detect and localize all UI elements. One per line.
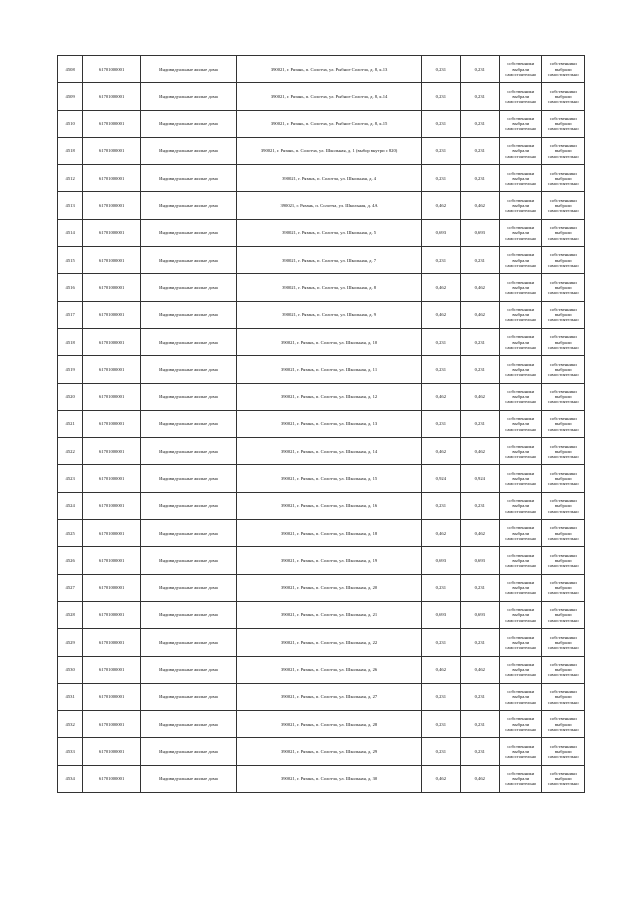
building-type-cell: Индивидуальные жилые дома [140, 356, 236, 383]
ownership-choice-cell: собственники выбрали самостоятельно [500, 574, 542, 601]
ownership-decision-cell: собственники выбрали самостоятельно [542, 410, 585, 437]
row-number-cell: 4517 [58, 301, 83, 328]
area-value-total-cell: 0,231 [460, 683, 499, 710]
address-cell: 390021, г. Рязань, п. Солотча, ул. Школьная, д. 28 [237, 711, 422, 738]
area-value-total-cell: 0,231 [460, 328, 499, 355]
ownership-choice-cell: собственники выбрали самостоятельно [500, 765, 542, 792]
building-type-cell: Индивидуальные жилые дома [140, 274, 236, 301]
oktmo-code-cell: 61701000001 [83, 383, 141, 410]
building-type-cell: Индивидуальные жилые дома [140, 629, 236, 656]
row-number-cell: 4532 [58, 711, 83, 738]
ownership-decision-cell: собственники выбрали самостоятельно [542, 629, 585, 656]
area-value-cell: 0,924 [422, 465, 460, 492]
oktmo-code-cell: 61701000001 [83, 356, 141, 383]
area-value-total-cell: 0,693 [460, 547, 499, 574]
ownership-decision-cell: собственники выбрали самостоятельно [542, 56, 585, 83]
building-type-cell: Индивидуальные жилые дома [140, 137, 236, 164]
area-value-cell: 0,462 [422, 301, 460, 328]
ownership-decision-cell: собственники выбрали самостоятельно [542, 192, 585, 219]
ownership-decision-cell: собственники выбрали самостоятельно [542, 328, 585, 355]
ownership-decision-cell: собственники выбрали самостоятельно [542, 137, 585, 164]
table-row [58, 110, 585, 137]
address-cell: 390021, г. Рязань, п. Солотча, ул. Школьная, д. 9 [237, 301, 422, 328]
table-row [58, 328, 585, 355]
building-type-cell: Индивидуальные жилые дома [140, 683, 236, 710]
building-type-cell: Индивидуальные жилые дома [140, 301, 236, 328]
address-cell: 390021, г. Рязань, п. Солотча, ул. Школьная, д. 26 [237, 656, 422, 683]
oktmo-code-cell: 61701000001 [83, 629, 141, 656]
ownership-decision-cell: собственники выбрали самостоятельно [542, 711, 585, 738]
area-value-cell: 0,231 [422, 574, 460, 601]
address-cell: 390021, г. Рязань, п. Солотча, ул. Школьная, д. 21 [237, 601, 422, 628]
oktmo-code-cell: 61701000001 [83, 192, 141, 219]
ownership-decision-cell: собственники выбрали самостоятельно [542, 574, 585, 601]
building-type-cell: Индивидуальные жилые дома [140, 83, 236, 110]
row-number-cell: 4523 [58, 465, 83, 492]
building-type-cell: Индивидуальные жилые дома [140, 438, 236, 465]
ownership-decision-cell: собственники выбрали самостоятельно [542, 356, 585, 383]
area-value-cell: 0,231 [422, 356, 460, 383]
row-number-cell: 4514 [58, 219, 83, 246]
row-number-cell: 4508 [58, 56, 83, 83]
table-row [58, 656, 585, 683]
ownership-decision-cell: собственники выбрали самостоятельно [542, 765, 585, 792]
row-number-cell: 4533 [58, 738, 83, 765]
address-cell: 390021, г. Рязань, п. Солотча, ул. Школьная, д. 4А [237, 192, 422, 219]
oktmo-code-cell: 61701000001 [83, 547, 141, 574]
row-number-cell: 4525 [58, 520, 83, 547]
address-cell: 390021, г. Рязань, п. Солотча, ул. Школьная, д. 5 [237, 219, 422, 246]
ownership-decision-cell: собственники выбрали самостоятельно [542, 601, 585, 628]
oktmo-code-cell: 61701000001 [83, 83, 141, 110]
oktmo-code-cell: 61701000001 [83, 520, 141, 547]
table-row [58, 247, 585, 274]
address-cell: 390021, г. Рязань, п. Солотча, ул. Школьная, д. 7 [237, 247, 422, 274]
address-cell: 390021, г. Рязань, п. Солотча, ул. Школьная, д. 11 [237, 356, 422, 383]
oktmo-code-cell: 61701000001 [83, 711, 141, 738]
oktmo-code-cell: 61701000001 [83, 301, 141, 328]
area-value-cell: 0,231 [422, 683, 460, 710]
table-row [58, 765, 585, 792]
ownership-choice-cell: собственники выбрали самостоятельно [500, 192, 542, 219]
building-type-cell: Индивидуальные жилые дома [140, 165, 236, 192]
building-type-cell: Индивидуальные жилые дома [140, 219, 236, 246]
address-cell: 390021, г. Рязань, п. Солотча, ул. Школьная, д. 27 [237, 683, 422, 710]
area-value-total-cell: 0,462 [460, 301, 499, 328]
area-value-total-cell: 0,462 [460, 274, 499, 301]
ownership-decision-cell: собственники выбрали самостоятельно [542, 738, 585, 765]
register-table [57, 55, 585, 793]
ownership-choice-cell: собственники выбрали самостоятельно [500, 410, 542, 437]
row-number-cell: 4518 [58, 137, 83, 164]
ownership-decision-cell: собственники выбрали самостоятельно [542, 683, 585, 710]
table-row [58, 219, 585, 246]
area-value-cell: 0,231 [422, 247, 460, 274]
address-cell: 390021, г. Рязань, п. Солотча, ул. Школьная, д. 14 [237, 438, 422, 465]
address-cell: 390021, г. Рязань, п. Солотча, ул. Школьная, д. 22 [237, 629, 422, 656]
address-cell: 390021, г. Рязань, п. Солотча, ул. Школьная, д. 15 [237, 465, 422, 492]
area-value-total-cell: 0,462 [460, 383, 499, 410]
register-table-body [58, 56, 585, 793]
area-value-total-cell: 0,231 [460, 137, 499, 164]
table-row [58, 711, 585, 738]
table-row [58, 601, 585, 628]
area-value-cell: 0,693 [422, 547, 460, 574]
oktmo-code-cell: 61701000001 [83, 165, 141, 192]
building-type-cell: Индивидуальные жилые дома [140, 465, 236, 492]
address-cell: 390021, г. Рязань, п. Солотча, ул. Школьная, д. 18 [237, 520, 422, 547]
area-value-total-cell: 0,231 [460, 356, 499, 383]
table-row [58, 192, 585, 219]
area-value-cell: 0,462 [422, 656, 460, 683]
building-type-cell: Индивидуальные жилые дома [140, 192, 236, 219]
address-cell: 390021, г. Рязань, п. Солотча, ул. Школьная, д. 1 (выбор внутри с 820) [237, 137, 422, 164]
oktmo-code-cell: 61701000001 [83, 219, 141, 246]
building-type-cell: Индивидуальные жилые дома [140, 601, 236, 628]
address-cell: 390021, г. Рязань, п. Солотча, ул. Школьная, д. 8 [237, 274, 422, 301]
address-cell: 390021, г. Рязань, п. Солотча, ул. Рыбное Солотча, д. 8, к.13 [237, 56, 422, 83]
ownership-choice-cell: собственники выбрали самостоятельно [500, 356, 542, 383]
table-row [58, 465, 585, 492]
ownership-choice-cell: собственники выбрали самостоятельно [500, 328, 542, 355]
row-number-cell: 4530 [58, 656, 83, 683]
oktmo-code-cell: 61701000001 [83, 683, 141, 710]
row-number-cell: 4529 [58, 629, 83, 656]
oktmo-code-cell: 61701000001 [83, 438, 141, 465]
area-value-total-cell: 0,693 [460, 601, 499, 628]
ownership-decision-cell: собственники выбрали самостоятельно [542, 110, 585, 137]
area-value-cell: 0,231 [422, 492, 460, 519]
table-row [58, 547, 585, 574]
table-row [58, 629, 585, 656]
building-type-cell: Индивидуальные жилые дома [140, 520, 236, 547]
table-row [58, 492, 585, 519]
row-number-cell: 4519 [58, 356, 83, 383]
address-cell: 390021, г. Рязань, п. Солотча, ул. Школьная, д. 30 [237, 765, 422, 792]
oktmo-code-cell: 61701000001 [83, 765, 141, 792]
row-number-cell: 4510 [58, 110, 83, 137]
area-value-total-cell: 0,693 [460, 219, 499, 246]
area-value-cell: 0,231 [422, 56, 460, 83]
ownership-decision-cell: собственники выбрали самостоятельно [542, 465, 585, 492]
address-cell: 390021, г. Рязань, п. Солотча, ул. Школьная, д. 16 [237, 492, 422, 519]
building-type-cell: Индивидуальные жилые дома [140, 328, 236, 355]
ownership-choice-cell: собственники выбрали самостоятельно [500, 110, 542, 137]
row-number-cell: 4518 [58, 328, 83, 355]
area-value-cell: 0,693 [422, 219, 460, 246]
area-value-cell: 0,462 [422, 383, 460, 410]
oktmo-code-cell: 61701000001 [83, 465, 141, 492]
oktmo-code-cell: 61701000001 [83, 574, 141, 601]
oktmo-code-cell: 61701000001 [83, 110, 141, 137]
area-value-total-cell: 0,462 [460, 656, 499, 683]
table-row [58, 683, 585, 710]
row-number-cell: 4531 [58, 683, 83, 710]
table-row [58, 274, 585, 301]
ownership-choice-cell: собственники выбрали самостоятельно [500, 711, 542, 738]
ownership-choice-cell: собственники выбрали самостоятельно [500, 301, 542, 328]
building-type-cell: Индивидуальные жилые дома [140, 383, 236, 410]
table-row [58, 520, 585, 547]
area-value-cell: 0,231 [422, 137, 460, 164]
row-number-cell: 4516 [58, 274, 83, 301]
ownership-decision-cell: собственники выбрали самостоятельно [542, 219, 585, 246]
table-row [58, 83, 585, 110]
address-cell: 390021, г. Рязань, п. Солотча, ул. Школьная, д. 12 [237, 383, 422, 410]
oktmo-code-cell: 61701000001 [83, 328, 141, 355]
address-cell: 390021, г. Рязань, п. Солотча, ул. Школьная, д. 20 [237, 574, 422, 601]
ownership-decision-cell: собственники выбрали самостоятельно [542, 274, 585, 301]
ownership-choice-cell: собственники выбрали самостоятельно [500, 683, 542, 710]
row-number-cell: 4520 [58, 383, 83, 410]
ownership-choice-cell: собственники выбрали самостоятельно [500, 738, 542, 765]
building-type-cell: Индивидуальные жилые дома [140, 247, 236, 274]
area-value-total-cell: 0,231 [460, 711, 499, 738]
ownership-choice-cell: собственники выбрали самостоятельно [500, 492, 542, 519]
area-value-cell: 0,462 [422, 438, 460, 465]
area-value-total-cell: 0,924 [460, 465, 499, 492]
building-type-cell: Индивидуальные жилые дома [140, 574, 236, 601]
oktmo-code-cell: 61701000001 [83, 137, 141, 164]
ownership-choice-cell: собственники выбрали самостоятельно [500, 137, 542, 164]
area-value-total-cell: 0,231 [460, 56, 499, 83]
building-type-cell: Индивидуальные жилые дома [140, 410, 236, 437]
area-value-total-cell: 0,462 [460, 765, 499, 792]
address-cell: 390021, г. Рязань, п. Солотча, ул. Рыбное Солотча, д. 8, к.14 [237, 83, 422, 110]
area-value-cell: 0,231 [422, 738, 460, 765]
row-number-cell: 4522 [58, 438, 83, 465]
oktmo-code-cell: 61701000001 [83, 656, 141, 683]
row-number-cell: 4527 [58, 574, 83, 601]
ownership-choice-cell: собственники выбрали самостоятельно [500, 629, 542, 656]
row-number-cell: 4524 [58, 492, 83, 519]
building-type-cell: Индивидуальные жилые дома [140, 547, 236, 574]
area-value-total-cell: 0,462 [460, 520, 499, 547]
area-value-total-cell: 0,231 [460, 165, 499, 192]
oktmo-code-cell: 61701000001 [83, 247, 141, 274]
ownership-decision-cell: собственники выбрали самостоятельно [542, 247, 585, 274]
ownership-choice-cell: собственники выбрали самостоятельно [500, 383, 542, 410]
table-row [58, 165, 585, 192]
building-type-cell: Индивидуальные жилые дома [140, 711, 236, 738]
area-value-total-cell: 0,462 [460, 192, 499, 219]
ownership-choice-cell: собственники выбрали самостоятельно [500, 274, 542, 301]
building-type-cell: Индивидуальные жилые дома [140, 110, 236, 137]
area-value-cell: 0,231 [422, 110, 460, 137]
area-value-cell: 0,231 [422, 83, 460, 110]
ownership-decision-cell: собственники выбрали самостоятельно [542, 547, 585, 574]
area-value-cell: 0,462 [422, 520, 460, 547]
ownership-decision-cell: собственники выбрали самостоятельно [542, 656, 585, 683]
area-value-cell: 0,231 [422, 410, 460, 437]
oktmo-code-cell: 61701000001 [83, 601, 141, 628]
ownership-decision-cell: собственники выбрали самостоятельно [542, 520, 585, 547]
table-row [58, 738, 585, 765]
ownership-choice-cell: собственники выбрали самостоятельно [500, 547, 542, 574]
area-value-total-cell: 0,231 [460, 738, 499, 765]
oktmo-code-cell: 61701000001 [83, 274, 141, 301]
row-number-cell: 4512 [58, 165, 83, 192]
area-value-total-cell: 0,231 [460, 410, 499, 437]
building-type-cell: Индивидуальные жилые дома [140, 656, 236, 683]
area-value-total-cell: 0,462 [460, 438, 499, 465]
address-cell: 390021, г. Рязань, п. Солотча, ул. Школьная, д. 13 [237, 410, 422, 437]
table-row [58, 438, 585, 465]
ownership-decision-cell: собственники выбрали самостоятельно [542, 492, 585, 519]
ownership-choice-cell: собственники выбрали самостоятельно [500, 83, 542, 110]
area-value-cell: 0,693 [422, 601, 460, 628]
area-value-total-cell: 0,231 [460, 83, 499, 110]
area-value-cell: 0,231 [422, 165, 460, 192]
table-row [58, 301, 585, 328]
building-type-cell: Индивидуальные жилые дома [140, 492, 236, 519]
ownership-choice-cell: собственники выбрали самостоятельно [500, 656, 542, 683]
address-cell: 390021, г. Рязань, п. Солотча, ул. Рыбное Солотча, д. 8, к.15 [237, 110, 422, 137]
area-value-cell: 0,462 [422, 765, 460, 792]
building-type-cell: Индивидуальные жилые дома [140, 738, 236, 765]
address-cell: 390021, г. Рязань, п. Солотча, ул. Школьная, д. 19 [237, 547, 422, 574]
ownership-decision-cell: собственники выбрали самостоятельно [542, 301, 585, 328]
ownership-choice-cell: собственники выбрали самостоятельно [500, 465, 542, 492]
building-type-cell: Индивидуальные жилые дома [140, 765, 236, 792]
row-number-cell: 4513 [58, 192, 83, 219]
ownership-decision-cell: собственники выбрали самостоятельно [542, 438, 585, 465]
ownership-choice-cell: собственники выбрали самостоятельно [500, 438, 542, 465]
oktmo-code-cell: 61701000001 [83, 492, 141, 519]
oktmo-code-cell: 61701000001 [83, 738, 141, 765]
ownership-choice-cell: собственники выбрали самостоятельно [500, 601, 542, 628]
address-cell: 390021, г. Рязань, п. Солотча, ул. Школьная, д. 29 [237, 738, 422, 765]
row-number-cell: 4521 [58, 410, 83, 437]
oktmo-code-cell: 61701000001 [83, 410, 141, 437]
area-value-cell: 0,231 [422, 629, 460, 656]
table-row [58, 574, 585, 601]
ownership-decision-cell: собственники выбрали самостоятельно [542, 83, 585, 110]
ownership-choice-cell: собственники выбрали самостоятельно [500, 520, 542, 547]
address-cell: 390021, г. Рязань, п. Солотча, ул. Школьная, д. 10 [237, 328, 422, 355]
oktmo-code-cell: 61701000001 [83, 56, 141, 83]
ownership-choice-cell: собственники выбрали самостоятельно [500, 219, 542, 246]
area-value-total-cell: 0,231 [460, 110, 499, 137]
area-value-total-cell: 0,231 [460, 574, 499, 601]
ownership-choice-cell: собственники выбрали самостоятельно [500, 165, 542, 192]
table-row [58, 137, 585, 164]
area-value-cell: 0,462 [422, 192, 460, 219]
table-row [58, 56, 585, 83]
row-number-cell: 4534 [58, 765, 83, 792]
table-row [58, 410, 585, 437]
area-value-cell: 0,231 [422, 328, 460, 355]
building-type-cell: Индивидуальные жилые дома [140, 56, 236, 83]
row-number-cell: 4515 [58, 247, 83, 274]
row-number-cell: 4528 [58, 601, 83, 628]
area-value-cell: 0,231 [422, 711, 460, 738]
table-row [58, 383, 585, 410]
area-value-total-cell: 0,231 [460, 247, 499, 274]
ownership-choice-cell: собственники выбрали самостоятельно [500, 56, 542, 83]
area-value-total-cell: 0,231 [460, 629, 499, 656]
table-row [58, 356, 585, 383]
area-value-cell: 0,462 [422, 274, 460, 301]
address-cell: 390021, г. Рязань, п. Солотча, ул. Школьная, д. 4 [237, 165, 422, 192]
row-number-cell: 4526 [58, 547, 83, 574]
row-number-cell: 4509 [58, 83, 83, 110]
ownership-choice-cell: собственники выбрали самостоятельно [500, 247, 542, 274]
ownership-decision-cell: собственники выбрали самостоятельно [542, 383, 585, 410]
ownership-decision-cell: собственники выбрали самостоятельно [542, 165, 585, 192]
area-value-total-cell: 0,231 [460, 492, 499, 519]
